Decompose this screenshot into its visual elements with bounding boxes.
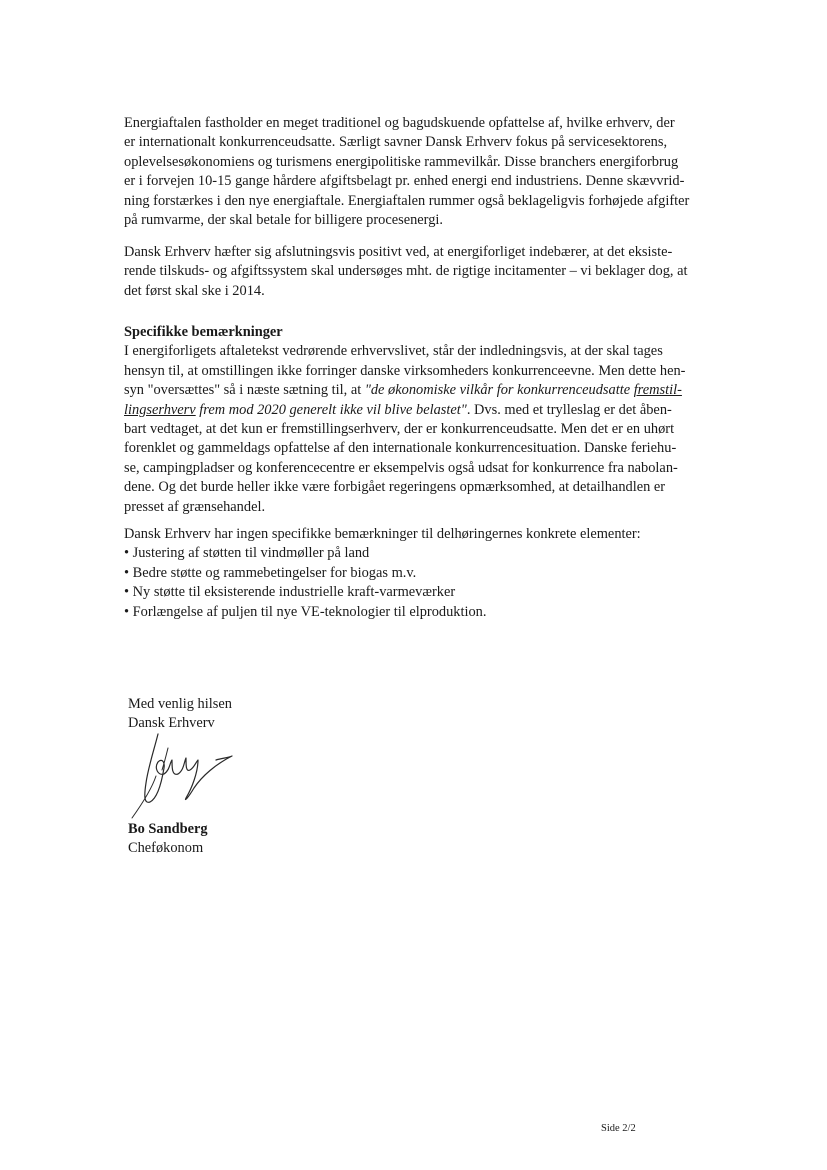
- section-heading: Specifikke bemærkninger: [124, 324, 283, 340]
- paragraph-specific-remarks: [124, 323, 744, 517]
- text-line: presset af grænsehandel.: [124, 498, 266, 515]
- greeting: Med venlig hilsen: [128, 696, 232, 712]
- text-line: I energiforligets aftaletekst vedrørende erhvervslivet, står der indledningsvis, at der skal tages: [124, 343, 663, 360]
- text-line: bart vedtaget, at det kun er fremstillingserhverv, der er konkurrenceudsatte. Men det er en uhørt: [124, 421, 675, 438]
- text-line: rende tilskuds- og afgiftssystem skal undersøges mht. de rigtige incitamenter – vi beklager dog, at: [124, 263, 688, 280]
- paragraph-positive-conclusion: [124, 243, 744, 301]
- organization-name: Dansk Erhverv: [128, 715, 215, 731]
- quote-segment: "de økonomiske vilkår for konkurrenceudsatte: [364, 382, 634, 399]
- list-item: • Justering af støtten til vindmøller på land: [124, 545, 370, 562]
- signature-block: [128, 820, 208, 858]
- text-line: er i forvejen 10-15 gange hårdere afgiftsbelagt pr. enhed energi end industriens. Denne skævvrid-: [124, 173, 685, 190]
- text-line: det først skal ske i 2014.: [124, 282, 265, 299]
- text-line: ning forstærkes i den nye energiaftale. Energiaftalen rummer også beklageligvis forhøjede afgifter: [124, 192, 690, 209]
- list-intro: Dansk Erhverv har ingen specifikke bemærkninger til delhøringernes konkrete elementer:: [124, 526, 641, 542]
- text-line: se, campingpladser og konferencecentre er eksempelvis også udsat for konkurrence fra nabolan-: [124, 459, 678, 476]
- list-item: • Ny støtte til eksisterende industrielle kraft-varmeværker: [124, 584, 456, 601]
- text-segment: . Dvs. med et trylleslag er det åben-: [466, 401, 672, 418]
- text-line: på rumvarme, der skal betale for billigere procesenergi.: [124, 212, 443, 229]
- handwritten-signature: [128, 728, 240, 820]
- text-line: [124, 401, 744, 420]
- paragraph-no-remarks-list: [124, 525, 744, 622]
- signatory-title: Cheføkonom: [128, 840, 204, 856]
- text-line: [124, 381, 744, 400]
- list-item: • Forlængelse af puljen til nye VE-teknologier til elproduktion.: [124, 603, 487, 620]
- underlined-quote-segment: fremstil-: [633, 382, 682, 399]
- signatory-name: Bo Sandberg: [128, 821, 208, 837]
- text-line: hensyn til, at omstillingen ikke forringer danske virksomheders konkurrenceevne. Men dette hen-: [124, 362, 686, 379]
- text-line: oplevelsesøkonomiens og turismens energipolitiske rammevilkår. Disse branchers energiforbrug: [124, 153, 679, 170]
- list-item: • Bedre støtte og rammebetingelser for biogas m.v.: [124, 564, 417, 581]
- page-number: Side 2/2: [601, 1123, 636, 1134]
- text-segment: syn "oversættes" så i næste sætning til, at: [124, 382, 365, 399]
- text-line: Energiaftalen fastholder en meget traditionel og bagudskuende opfattelse af, hvilke erhverv, der: [124, 115, 675, 131]
- text-line: er internationalt konkurrenceudsatte. Særligt savner Dansk Erhverv fokus på servicesektorens,: [124, 134, 668, 151]
- text-line: Dansk Erhverv hæfter sig afslutningsvis positivt ved, at energiforliget indebærer, at det eksiste-: [124, 244, 673, 260]
- text-line: forenklet og gammeldags opfattelse af den internationale konkurrencesituation. Danske feriehu-: [124, 440, 677, 457]
- text-line: dene. Og det burde heller ikke være forbigået regeringens opmærksomhed, at detailhandlen er: [124, 479, 666, 496]
- paragraph-energy-agreement-critique: [124, 114, 744, 230]
- quote-segment: frem mod 2020 generelt ikke vil blive belastet": [195, 401, 467, 418]
- underlined-quote-segment: lingserhverv: [124, 401, 196, 418]
